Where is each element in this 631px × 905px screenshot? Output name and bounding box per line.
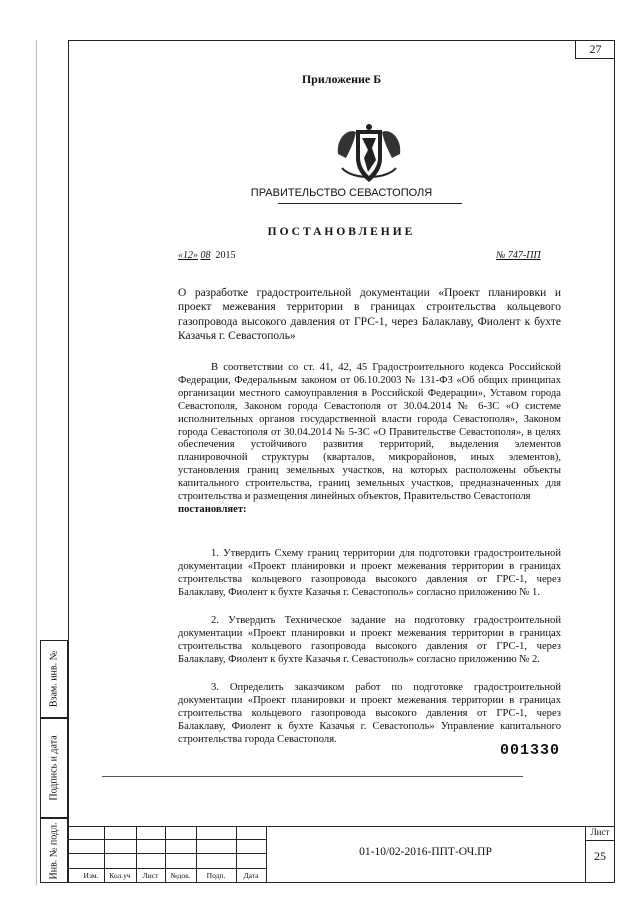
date-day: «12» [178,250,198,261]
side-replacement-inv: Взам. инв. № [40,640,68,718]
stamp-col-docnum: №док. [170,871,191,880]
document-subject: О разработке градостроительной документации «Проект планировки и проект межевания территории в границах строительства кольцевого газопровода высокого давления от ГРС-1, через Балаклаву, Фиолент к бухте Казачья г. Севастополь» [178,287,561,342]
date-month: 08 [200,250,211,261]
header-rule [278,203,462,204]
document-type: ПОСТАНОВЛЕНИЕ [267,226,416,238]
stamp-top-rule [68,826,615,827]
binding-line [36,40,37,885]
date-year: 2015 [215,250,236,261]
side-original-inv: Инв. № подл. [40,818,68,883]
preamble: В соответствии со ст. 41, 42, 45 Градостроительного кодекса Российской Федерации, Федеральным законом от 06.10.2003 № 131-ФЗ «Об общих принципах организации местного самоуправления в Российской Федерации», Уставом города Севастополя, Законом города Севастополя от 30.04.2014 № 6-ЗС «О системе исполнительных органов государственной власти города Севастополя», Законом города Севастополя от 30.04.2014 № 5-ЗС «О Правительстве Севастополя», в целях обеспечения устойчивого развития территорий, выделения элементов планировочной структуры (кварталов, микрорайонов, иных элементов), установления границ земельных участков, на которых расположены объекты капитального строительства, границ земельных участков, предназначенных для строительства и размещения линейных объектов, Правительство Севастополя [178,362,561,503]
document-number: № 747-ПП [496,250,541,261]
body-end-rule [102,776,523,777]
stamp-col-change: Изм. [83,871,99,880]
sheet-label: Лист [590,827,610,837]
stamp-col-signature: Подп. [206,871,226,880]
stamp-col-date: Дата [243,871,259,880]
document-code: 01-10/02-2016-ППТ-ОЧ.ПР [359,846,492,858]
item-3: 3. Определить заказчиком работ по подготовке градостроительной документации «Проект планировки и проект межевания территории в границах строительства кольцевого газопровода высокого давления от ГРС-1, через Балаклаву, Фиолент к бухте Казачья г. Севастополь» Управление капитального строительства города Севастополя. [178,682,561,745]
item-1: 1. Утвердить Схему границ территории для подготовки градостроительной документации «Проект планировки и проект межевания территории в границах строительства кольцевого газопровода высокого давления от ГРС-1, через Балаклаву, Фиолент к бухте Казачья г. Севастополь» согласно приложению № 1. [178,548,561,598]
government-name: ПРАВИТЕЛЬСТВО СЕВАСТОПОЛЯ [250,187,433,199]
serial-number: 001330 [500,742,561,759]
side-signature-date: Подпись и дата [40,718,68,818]
item-2: 2. Утвердить Техническое задание на подготовку градостроительной документации «Проект планировки и проект межевания территории в границах строительства кольцевого газопровода высокого давления от ГРС-1, через Балаклаву, Фиолент к бухте Казачья г. Севастополь» согласно приложению № 2. [178,615,561,665]
page-number-top: 27 [575,40,615,59]
stamp-col-sheet: Лист [142,871,159,880]
resolves-word: постановляет: [178,503,247,515]
stamp-col-count: Кол.уч [109,871,131,880]
appendix-title: Приложение Б [301,72,382,86]
preamble-text [178,362,561,517]
sevastopol-coat-of-arms-icon [332,124,406,186]
sheet-number: 25 [594,849,606,863]
document-date [178,250,236,261]
